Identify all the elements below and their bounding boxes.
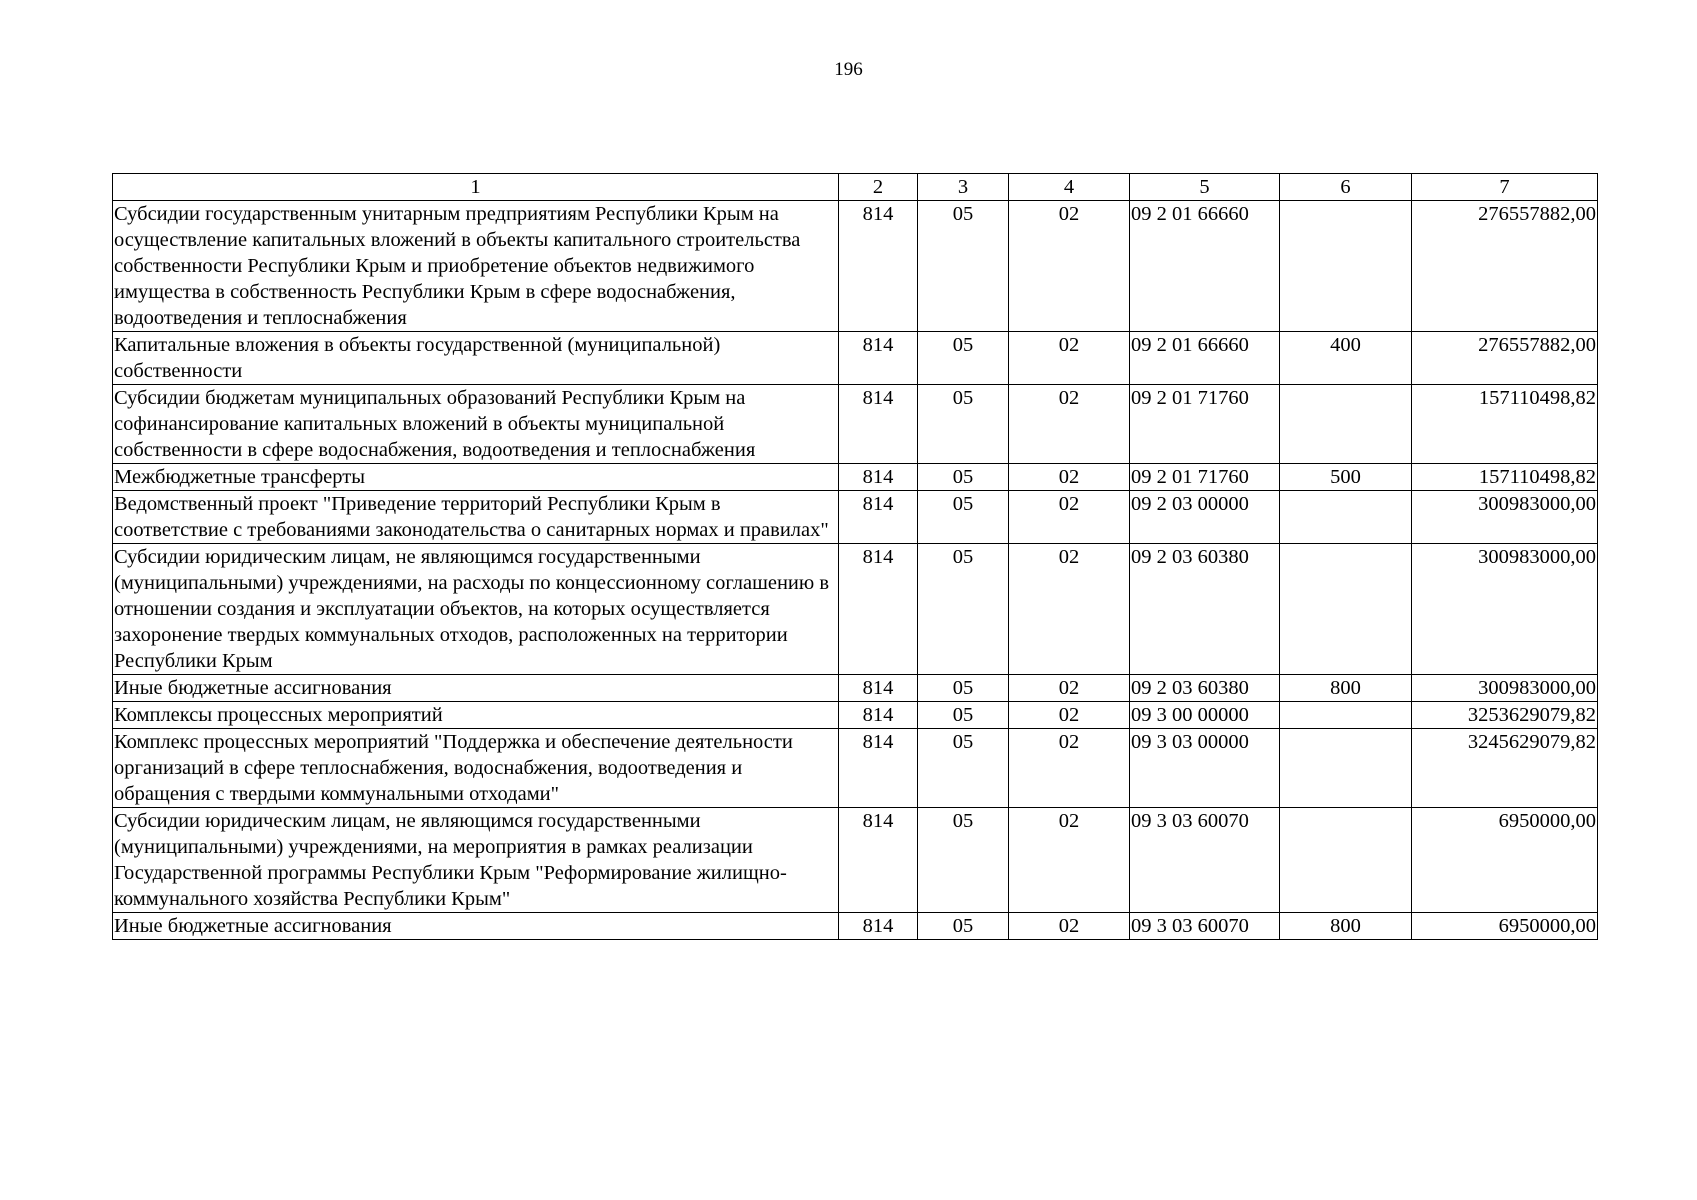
expense-name: Субсидии бюджетам муниципальных образований Республики Крым на софинансирование капитальных вложений в объекты муниципальной собственности в сфере водоснабжения, водоотведения и теплоснабжения — [113, 385, 839, 464]
grbs-code: 814 — [839, 675, 918, 702]
amount: 3245629079,82 — [1412, 729, 1598, 808]
section-code: 05 — [918, 702, 1009, 729]
table-header-row — [113, 174, 1598, 201]
amount: 3253629079,82 — [1412, 702, 1598, 729]
column-header: 4 — [1009, 174, 1130, 201]
grbs-code: 814 — [839, 491, 918, 544]
amount: 300983000,00 — [1412, 544, 1598, 675]
expense-name: Субсидии государственным унитарным предприятиям Республики Крым на осуществление капитальных вложений в объекты капитального строительства собственности Республики Крым и приобретение объектов недвижимого имущества в собственность Республики Крым в сфере водоснабжения, водоотведения и теплоснабжения — [113, 201, 839, 332]
table-row — [113, 332, 1598, 385]
target-article-code: 09 2 01 66660 — [1130, 332, 1280, 385]
target-article-code: 09 2 01 66660 — [1130, 201, 1280, 332]
expense-type-code — [1280, 491, 1412, 544]
section-code: 05 — [918, 729, 1009, 808]
table-row — [113, 491, 1598, 544]
table-row — [113, 702, 1598, 729]
target-article-code: 09 3 03 00000 — [1130, 729, 1280, 808]
column-header: 3 — [918, 174, 1009, 201]
expense-type-code: 500 — [1280, 464, 1412, 491]
column-header: 5 — [1130, 174, 1280, 201]
subsection-code: 02 — [1009, 544, 1130, 675]
subsection-code: 02 — [1009, 464, 1130, 491]
amount: 276557882,00 — [1412, 201, 1598, 332]
expense-type-code: 800 — [1280, 913, 1412, 940]
expense-type-code — [1280, 385, 1412, 464]
expense-name: Комплекс процессных мероприятий "Поддержка и обеспечение деятельности организаций в сфере теплоснабжения, водоснабжения, водоотведения и обращения с твердыми коммунальными отходами" — [113, 729, 839, 808]
expense-type-code — [1280, 544, 1412, 675]
grbs-code: 814 — [839, 201, 918, 332]
section-code: 05 — [918, 913, 1009, 940]
section-code: 05 — [918, 491, 1009, 544]
expense-type-code: 400 — [1280, 332, 1412, 385]
subsection-code: 02 — [1009, 913, 1130, 940]
target-article-code: 09 2 03 60380 — [1130, 675, 1280, 702]
amount: 6950000,00 — [1412, 808, 1598, 913]
target-article-code: 09 2 01 71760 — [1130, 464, 1280, 491]
expense-name: Капитальные вложения в объекты государственной (муниципальной) собственности — [113, 332, 839, 385]
grbs-code: 814 — [839, 729, 918, 808]
table-row — [113, 201, 1598, 332]
target-article-code: 09 2 01 71760 — [1130, 385, 1280, 464]
column-header: 6 — [1280, 174, 1412, 201]
expense-name: Ведомственный проект "Приведение территорий Республики Крым в соответствие с требованиями законодательства о санитарных нормах и правилах" — [113, 491, 839, 544]
expense-name: Субсидии юридическим лицам, не являющимся государственными (муниципальными) учреждениями, на расходы по концессионному соглашению в отношении создания и эксплуатации объектов, на которых осуществляется захоронение твердых коммунальных отходов, расположенных на территории Республики Крым — [113, 544, 839, 675]
table-row — [113, 464, 1598, 491]
grbs-code: 814 — [839, 464, 918, 491]
section-code: 05 — [918, 464, 1009, 491]
target-article-code: 09 2 03 60380 — [1130, 544, 1280, 675]
grbs-code: 814 — [839, 385, 918, 464]
grbs-code: 814 — [839, 544, 918, 675]
expense-type-code — [1280, 729, 1412, 808]
table-row — [113, 808, 1598, 913]
amount: 6950000,00 — [1412, 913, 1598, 940]
expense-name: Субсидии юридическим лицам, не являющимся государственными (муниципальными) учреждениями, на мероприятия в рамках реализации Государственной программы Республики Крым "Реформирование жилищно-коммунального хозяйства Республики Крым" — [113, 808, 839, 913]
section-code: 05 — [918, 201, 1009, 332]
subsection-code: 02 — [1009, 675, 1130, 702]
amount: 300983000,00 — [1412, 675, 1598, 702]
column-header: 7 — [1412, 174, 1598, 201]
amount: 157110498,82 — [1412, 464, 1598, 491]
grbs-code: 814 — [839, 332, 918, 385]
budget-table — [112, 173, 1598, 940]
grbs-code: 814 — [839, 808, 918, 913]
grbs-code: 814 — [839, 702, 918, 729]
column-header: 1 — [113, 174, 839, 201]
table-row — [113, 544, 1598, 675]
expense-name: Иные бюджетные ассигнования — [113, 913, 839, 940]
subsection-code: 02 — [1009, 201, 1130, 332]
amount: 276557882,00 — [1412, 332, 1598, 385]
expense-name: Межбюджетные трансферты — [113, 464, 839, 491]
expense-type-code — [1280, 201, 1412, 332]
subsection-code: 02 — [1009, 491, 1130, 544]
target-article-code: 09 2 03 00000 — [1130, 491, 1280, 544]
section-code: 05 — [918, 675, 1009, 702]
amount: 157110498,82 — [1412, 385, 1598, 464]
subsection-code: 02 — [1009, 808, 1130, 913]
target-article-code: 09 3 00 00000 — [1130, 702, 1280, 729]
subsection-code: 02 — [1009, 385, 1130, 464]
table-row — [113, 675, 1598, 702]
expense-type-code — [1280, 702, 1412, 729]
amount: 300983000,00 — [1412, 491, 1598, 544]
grbs-code: 814 — [839, 913, 918, 940]
expense-name: Иные бюджетные ассигнования — [113, 675, 839, 702]
column-header: 2 — [839, 174, 918, 201]
expense-type-code: 800 — [1280, 675, 1412, 702]
section-code: 05 — [918, 544, 1009, 675]
table-row — [113, 729, 1598, 808]
target-article-code: 09 3 03 60070 — [1130, 808, 1280, 913]
section-code: 05 — [918, 808, 1009, 913]
section-code: 05 — [918, 332, 1009, 385]
section-code: 05 — [918, 385, 1009, 464]
subsection-code: 02 — [1009, 729, 1130, 808]
expense-type-code — [1280, 808, 1412, 913]
subsection-code: 02 — [1009, 332, 1130, 385]
table-row — [113, 385, 1598, 464]
subsection-code: 02 — [1009, 702, 1130, 729]
table-row — [113, 913, 1598, 940]
expense-name: Комплексы процессных мероприятий — [113, 702, 839, 729]
page-number: 196 — [834, 59, 863, 80]
target-article-code: 09 3 03 60070 — [1130, 913, 1280, 940]
